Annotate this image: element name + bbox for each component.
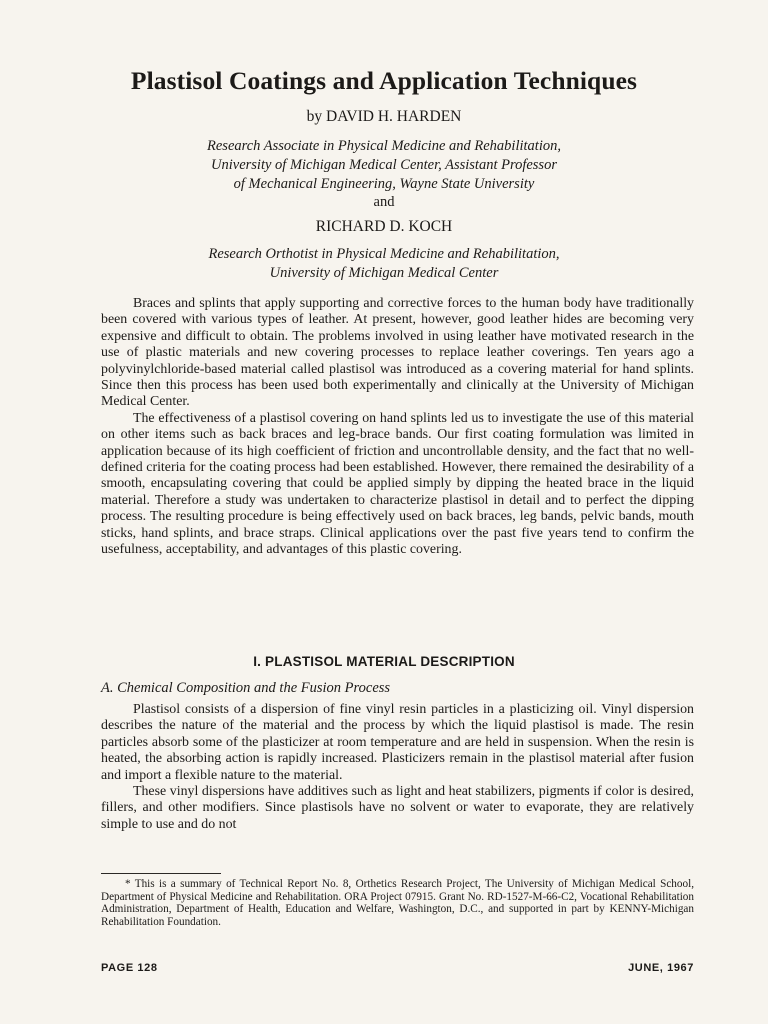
intro-text — [101, 296, 694, 559]
section-subheading: A. Chemical Composition and the Fusion Process — [101, 680, 391, 696]
author-conjunction: and — [373, 194, 395, 210]
intro-paragraph: The effectiveness of a plastisol covering on hand splints led us to investigate the use of this material on other items such as back braces and leg-brace bands. Our first coating formulation was limited in application because of its high coefficient of friction and uncontrollable density, and the fact that no well-defined criteria for the coating process had been established. However, there remained the desirability of a smooth, encapsulating covering that could be applied simply by dipping the heated brace in the liquid material. Therefore a study was undertaken to characterize plastisol in detail and to perfect the dipping process. The resulting procedure is being effectively used on back braces, leg bands, pelvic bands, mouth sticks, hand splints, and brace straps. Clinical applications over the past five years tend to confirm the usefulness, acceptability, and advantages of this plastic covering. — [101, 410, 694, 558]
section-text — [101, 702, 694, 833]
article-title: Plastisol Coatings and Application Techniques — [130, 66, 638, 95]
footnote-text: * This is a summary of Technical Report No. 8, Orthetics Research Project, The University of Michigan Medical School, Department of Physical Medicine and Rehabilitation. ORA Project 07915. Grant No. RD-1527-M-66-C2, Vocational Rehabilitation Administration, Department of Health, Education and Welfare, Washington, D.C., and supported in part by KENNY-Michigan Rehabilitation Foundation. — [101, 878, 694, 928]
author2-name: RICHARD D. KOCH — [315, 218, 453, 235]
section-paragraph: Plastisol consists of a dispersion of fine vinyl resin particles in a plasticizing oil. Vinyl dispersion describes the nature of the material and the process by which the liquid plastisol is made. The resin particles absorb some of the plasticizer at room temperature and are held in suspension. When the resin is heated, the absorbing action is rapidly increased. Plasticizers remain in the plastisol material after fusion and import a flexible nature to the material. — [101, 702, 694, 783]
author2-affiliation-line1: Research Orthotist in Physical Medicine and Rehabilitation, — [208, 246, 560, 262]
author-byline: by DAVID H. HARDEN — [306, 108, 462, 125]
intro-paragraph: Braces and splints that apply supporting and corrective forces to the human body have traditionally been covered with various types of leather. At present, however, good leather hides are becoming very expensive and difficult to obtain. The problems involved in using leather have motivated research in the use of plastic materials and new covering processes to replace leather coverings. Ten years ago a polyvinylchloride-based material called plastisol was introduced as a covering material for hand splints. Since then this process has been used both experimentally and clinically at the University of Michigan Medical Center. — [101, 296, 694, 410]
issue-date: JUNE, 1967 — [628, 962, 694, 974]
author1-affiliation-line1: Research Associate in Physical Medicine and Rehabilitation, — [207, 138, 561, 154]
author1-affiliation-line2: University of Michigan Medical Center, Assistant Professor — [211, 157, 557, 173]
author1-affiliation-line3: of Mechanical Engineering, Wayne State University — [233, 176, 535, 192]
author2-affiliation-line2: University of Michigan Medical Center — [269, 265, 499, 281]
section-heading: I. PLASTISOL MATERIAL DESCRIPTION — [253, 654, 515, 669]
footnote — [101, 878, 694, 928]
section-paragraph: These vinyl dispersions have additives such as light and heat stabilizers, pigments if color is desired, fillers, and other modifiers. Since plastisols have no solvent or water to evaporate, they are relatively simple to use and do not — [101, 784, 694, 832]
footnote-divider — [101, 873, 221, 874]
page-number: PAGE 128 — [101, 962, 158, 974]
